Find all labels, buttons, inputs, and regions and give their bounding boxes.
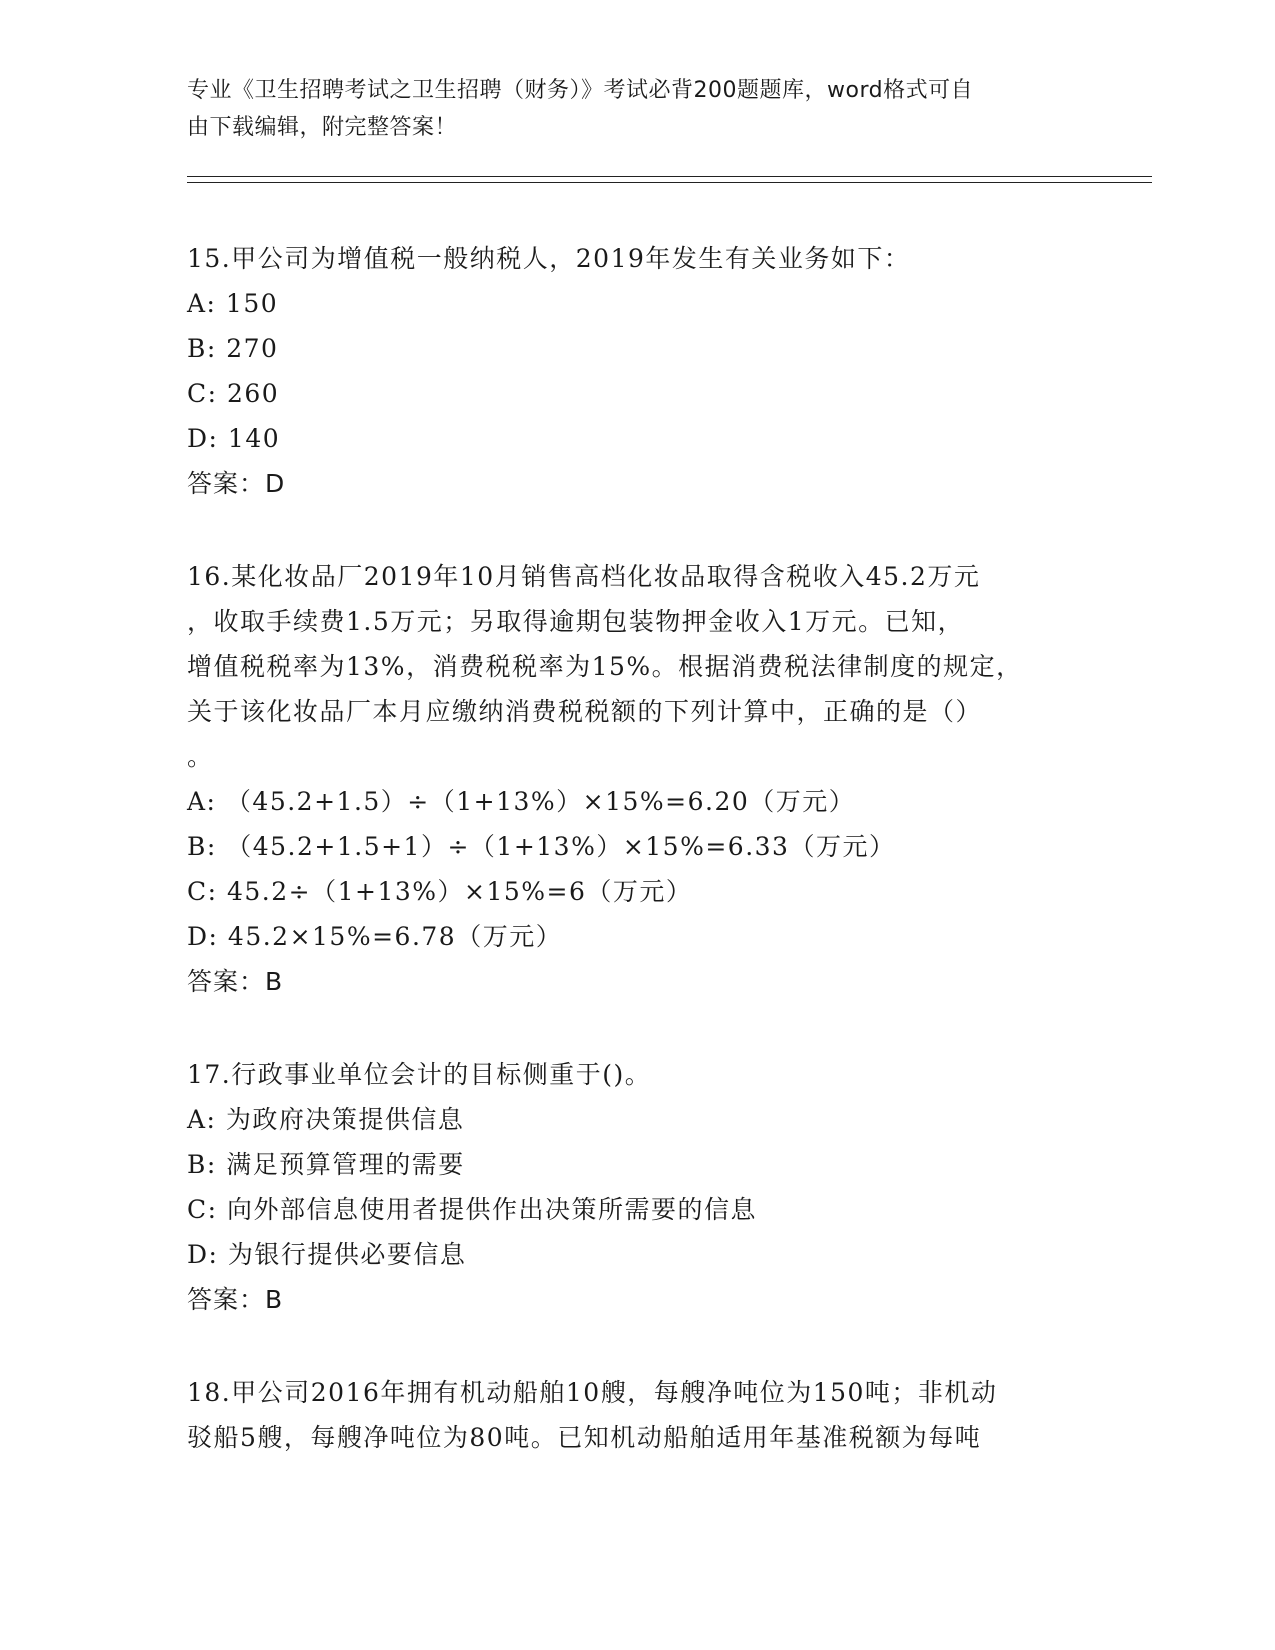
question-stem-line: 16.某化妆品厂2019年10月销售高档化妆品取得含税收入45.2万元 <box>187 562 981 591</box>
option-d: D: 45.2×15%=6.78（万元） <box>187 922 563 951</box>
question-stem-line: 17.行政事业单位会计的目标侧重于()。 <box>187 1060 652 1089</box>
option-d: D: 为银行提供必要信息 <box>187 1240 467 1269</box>
question-stem-line: 18.甲公司2016年拥有机动船舶10艘，每艘净吨位为150吨；非机动 <box>187 1378 998 1407</box>
question-stem-line: 。 <box>187 742 214 771</box>
question-stem-line: 关于该化妆品厂本月应缴纳消费税税额的下列计算中，正确的是（） <box>187 697 983 726</box>
option-d: D: 140 <box>187 424 281 453</box>
question-17 <box>187 1052 1087 1322</box>
option-a: A: （45.2+1.5）÷（1+13%）×15%=6.20（万元） <box>187 787 856 816</box>
answer: 答案：B <box>187 967 284 996</box>
question-stem-line: 驳船5艘，每艘净吨位为80吨。已知机动船舶适用年基准税额为每吨 <box>187 1423 982 1452</box>
question-stem-line: 15.甲公司为增值税一般纳税人，2019年发生有关业务如下： <box>187 244 911 273</box>
header-divider-bottom <box>187 182 1152 183</box>
option-b: B: 满足预算管理的需要 <box>187 1150 465 1179</box>
option-b: B: （45.2+1.5+1）÷（1+13%）×15%=6.33（万元） <box>187 832 896 861</box>
header-divider-top <box>187 176 1152 177</box>
option-a: A: 为政府决策提供信息 <box>187 1105 465 1134</box>
question-stem-line: ，收取手续费1.5万元；另取得逾期包装物押金收入1万元。已知， <box>187 607 965 636</box>
header-line-1: 专业《卫生招聘考试之卫生招聘（财务）》考试必背200题题库，word格式可自 <box>187 78 974 103</box>
option-c: C: 45.2÷（1+13%）×15%=6（万元） <box>187 877 693 906</box>
option-b: B: 270 <box>187 334 279 363</box>
option-a: A: 150 <box>187 289 279 318</box>
question-18 <box>187 1370 1087 1460</box>
document-header <box>187 72 1067 146</box>
option-c: C: 向外部信息使用者提供作出决策所需要的信息 <box>187 1195 757 1224</box>
answer: 答案：B <box>187 1285 284 1314</box>
header-line-2: 由下载编辑，附完整答案！ <box>187 115 458 140</box>
option-c: C: 260 <box>187 379 280 408</box>
question-stem-line: 增值税税率为13%，消费税税率为15%。根据消费税法律制度的规定， <box>187 652 1023 681</box>
question-16 <box>187 554 1087 1004</box>
answer: 答案：D <box>187 469 286 498</box>
question-15 <box>187 236 1087 506</box>
